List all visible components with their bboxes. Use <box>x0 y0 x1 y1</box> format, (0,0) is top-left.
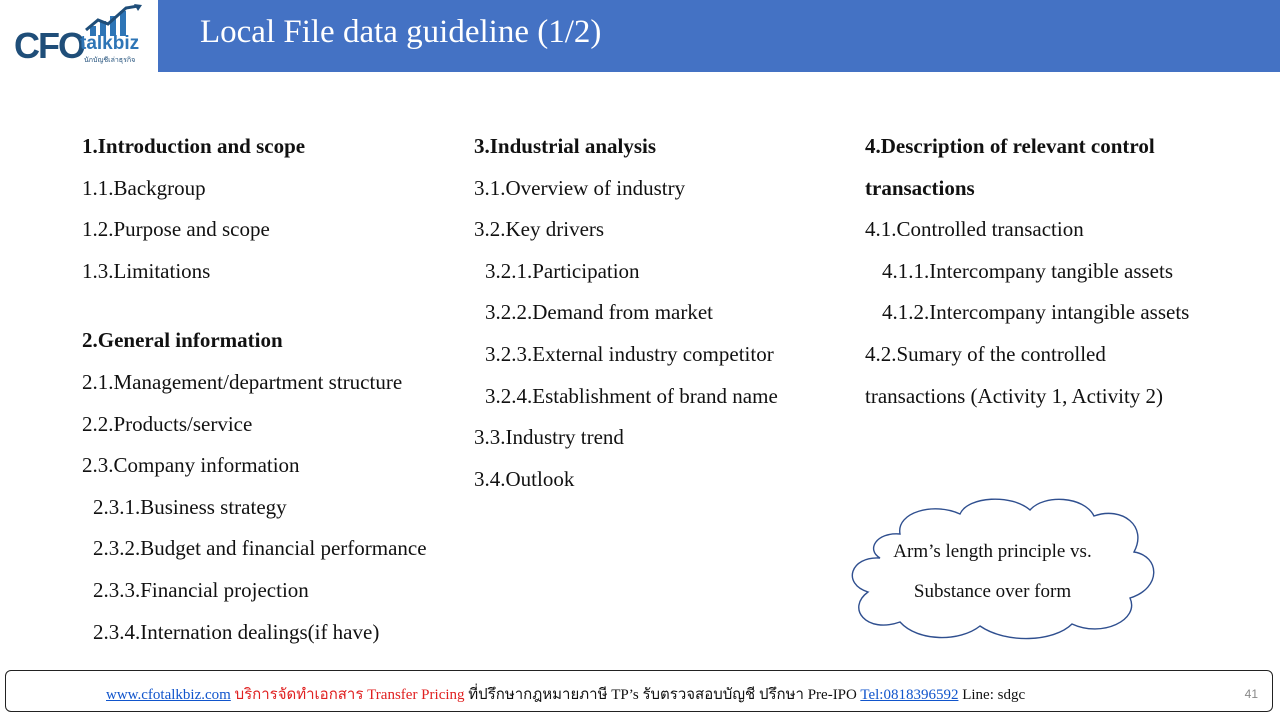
callout-line-2: Substance over form <box>913 581 1072 602</box>
column-general <box>82 126 427 653</box>
column-industry <box>474 126 778 500</box>
outline-item: 1.1.Backgroup <box>82 175 206 200</box>
outline-item: 2.1.Management/department structure <box>82 369 403 394</box>
callout-line-1: Arm’s length principle vs. <box>893 541 1092 562</box>
outline-item: 4.2.Sumary of the controlled <box>865 341 1106 366</box>
logo-tagline: นักบัญชีเล่าธุรกิจ <box>84 56 136 64</box>
line-id-text: Line: sdgc <box>962 687 1026 703</box>
outline-subitem: 4.1.2.Intercompany intangible assets <box>882 300 1190 325</box>
logo-brand-main: CFO <box>14 25 84 66</box>
outline-item: 3.2.Key drivers <box>474 217 605 242</box>
outline-subitem: 3.2.2.Demand from market <box>485 300 714 325</box>
outline-item: 3.1.Overview of industry <box>474 175 686 200</box>
cloud-callout-text <box>840 532 1145 612</box>
section-heading: 4.Description of relevant control <box>865 134 1155 158</box>
logo-brand-sub: talkbiz <box>80 33 140 54</box>
outline-item: 1.3.Limitations <box>82 258 211 283</box>
outline-subitem: 3.2.4.Establishment of brand name <box>485 383 778 408</box>
spacer <box>82 292 427 320</box>
outline-subitem: 2.3.1.Business strategy <box>93 494 287 519</box>
footer-middle-text: ที่ปรึกษากฎหมายภาษี TP’s รับตรวจสอบบัญชี ปรึกษา Pre-IPO <box>468 687 857 703</box>
cfotalkbiz-logo <box>0 0 158 72</box>
title-bar <box>158 0 1280 72</box>
column-transactions <box>865 126 1189 417</box>
footer-banner <box>5 670 1273 712</box>
outline-subitem: 2.3.4.Internation dealings(if have) <box>93 619 380 644</box>
outline-subitem: 4.1.1.Intercompany tangible assets <box>882 258 1174 283</box>
section-heading: 3.Industrial analysis <box>474 134 657 158</box>
slide-title: Local File data guideline (1/2) <box>200 14 602 50</box>
phone-link[interactable]: Tel:0818396592 <box>860 687 959 703</box>
section-heading: 1.Introduction and scope <box>82 134 306 158</box>
outline-item: 2.3.Company information <box>82 453 300 478</box>
outline-subitem: 2.3.3.Financial projection <box>93 577 309 602</box>
outline-subitem: 3.2.1.Participation <box>485 258 640 283</box>
outline-subitem: 2.3.2.Budget and financial performance <box>93 536 427 561</box>
slide-header <box>0 0 1280 72</box>
website-link[interactable]: www.cfotalkbiz.com <box>106 687 231 703</box>
outline-item: 1.2.Purpose and scope <box>82 217 270 242</box>
outline-subitem: 3.2.3.External industry competitor <box>485 341 774 366</box>
section-heading-continued: transactions <box>865 175 975 200</box>
section-heading: 2.General information <box>82 328 283 353</box>
outline-item: 3.4.Outlook <box>474 466 575 491</box>
outline-item: 2.2.Products/service <box>82 411 253 436</box>
outline-item-continued: transactions (Activity 1, Activity 2) <box>865 383 1164 408</box>
footer-text-line <box>106 682 1025 706</box>
outline-item: 4.1.Controlled transaction <box>865 217 1084 242</box>
page-number: 41 <box>1244 687 1258 701</box>
outline-item: 3.3.Industry trend <box>474 425 624 450</box>
service-text: บริการจัดทำเอกสาร Transfer Pricing <box>234 687 465 703</box>
